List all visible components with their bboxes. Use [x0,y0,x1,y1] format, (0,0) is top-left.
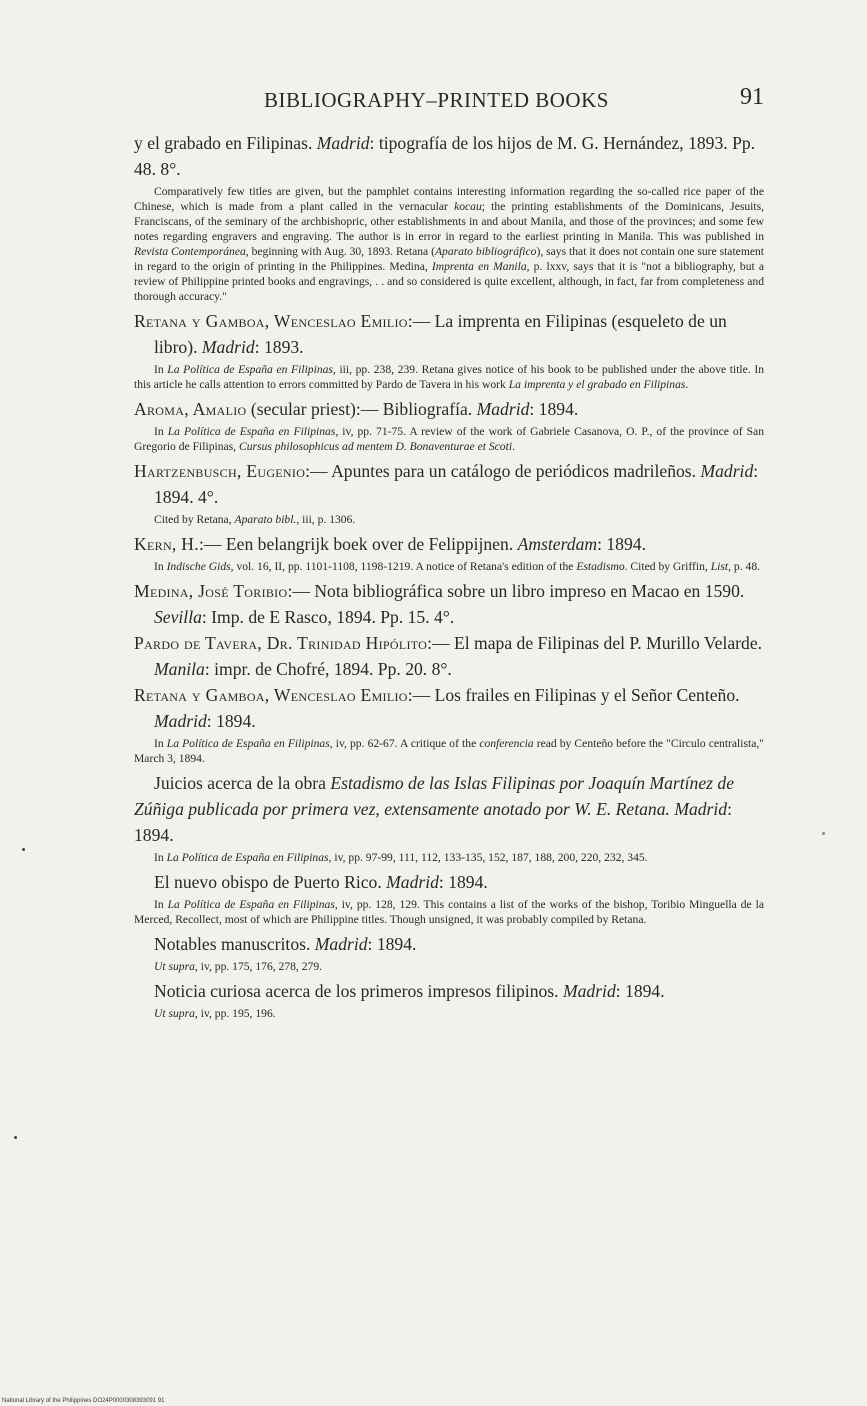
subentry-citation: Noticia curiosa acerca de los primeros impresos filipinos. Madrid: 1894. [154,981,665,1001]
entry-note: In Indische Gids, vol. 16, II, pp. 1101-1108, 1198-1219. A notice of Retana's edition of the Estadismo. Cited by Griffin, List, p. 48. [154,560,761,573]
entry-note: Comparatively few titles are given, but the pamphlet contains interesting information regarding the so-called rice paper of the Chinese, which is made from a plant called in the vernacular kocau; the printing establishments of the Dominicans, Jesuits, Franciscans, of the seminary of the archbishopric, other establishments in and about Manila, and those of the provinces; and some few notes regarding engravers and engraving. The author is in error in regard to the earliest printing in Manila. This was published in Revista Contemporánea, beginning with Aug. 30, 1893. Retana (Aparato bibliográfico), says that it does not contain one sure statement in regard to the origin of printing in the Philippines. Medina, Imprenta en Manila, p. lxxv, says that it is "not a bibliography, but a review of Philippine printed books and engravings, . . and so considered is quite excellent, although, in fact, far from completeness and thorough accuracy." [134,185,764,303]
entry-note: In La Política de España en Filipinas, iv, pp. 128, 129. This contains a list of the works of the bishop, Toribio Minguella de la Merced, Recollect, most of which are Philippine titles. Though unsigned, it was probably compiled by Retana. [134,898,764,926]
scan-speck [14,1136,17,1139]
place-of-publication: Madrid [314,934,368,954]
entry-citation: y el grabado en Filipinas. Madrid: tipografía de los hijos de M. G. Hernández, 1893. Pp. 48. 8°. [134,133,756,179]
place-of-publication: Madrid [700,461,754,481]
subentry-citation: El nuevo obispo de Puerto Rico. Madrid: 1894. [154,872,488,892]
page-number: 91 [740,84,764,110]
subentry-citation: Juicios acerca de la obra Estadismo de las Islas Filipinas por Joaquín Martínez de Zúñiga publicada por primera vez, extensamente anotado por W. E. Retana. Madrid: 1894. [134,773,735,845]
entry-note: In La Política de España en Filipinas, iv, pp. 62-67. A critique of the conferencia read by Centeño before the "Circulo centralista," March 3, 1894. [134,737,764,765]
entry-citation: Retana y Gamboa, Wenceslao Emilio:— Los frailes en Filipinas y el Señor Centeño. Madrid: 1894. [134,685,740,731]
place-of-publication: Madrid [201,337,255,357]
bibliography-entry [134,396,764,454]
bibliography-subentry [134,931,764,974]
subentry-citation: Notables manuscritos. Madrid: 1894. [154,934,417,954]
scan-speck [822,832,825,835]
place-of-publication: Madrid [562,981,616,1001]
place-of-publication: Madrid [386,872,439,892]
place-of-publication: Manila [154,659,205,679]
entry-note: In La Política de España en Filipinas, iii, pp. 238, 239. Retana gives notice of his book to be published under the above title. In this article he calls attention to errors committed by Pardo de Tavera in his work La imprenta y el grabado en Filipinas. [134,363,764,391]
entry-citation: Hartzenbusch, Eugenio:— Apuntes para un catálogo de periódicos madrileños. Madrid: 1894. 4°. [134,461,759,507]
bibliography-entry [134,630,764,682]
running-title: BIBLIOGRAPHY–PRINTED BOOKS [264,88,609,112]
place-of-publication: Amsterdam [517,534,598,554]
entry-note: In La Política de España en Filipinas, iv, pp. 71-75. A review of the work of Gabriele Casanova, O. P., of the province of San Gregorio de Filipinas, Cursus philosophicus ad mentem D. Bonaventurae et Scoti. [134,425,764,453]
entry-author: Retana y Gamboa, Wenceslao Emilio [134,685,408,705]
place-of-publication: Madrid [316,133,370,153]
scan-speck [22,848,25,851]
entry-citation: Pardo de Tavera, Dr. Trinidad Hipólito:— El mapa de Filipinas del P. Murillo Velarde. Manila: impr. de Chofré, 1894. Pp. 20. 8°. [134,633,763,679]
bibliography-subentry [134,770,764,865]
entry-author: Medina, José Toribio [134,581,288,601]
bibliography-entry [134,458,764,527]
entry-author: Kern, H. [134,534,200,554]
bibliography-subentry [134,869,764,927]
bibliography-entry [134,531,764,574]
entry-note: Cited by Retana, Aparato bibl., iii, p. 1306. [154,513,356,526]
bibliography-content [134,130,764,1025]
entry-author: Aroma, Amalio [134,399,247,419]
scan-footer: National Library of the Philippines DO24P0000308393091 91 [2,1398,165,1404]
entry-note: Ut supra, iv, pp. 195, 196. [154,1007,276,1020]
entry-author: Hartzenbusch, Eugenio [134,461,306,481]
place-of-publication: Madrid [476,399,530,419]
place-of-publication: Madrid [154,711,207,731]
bibliography-entry [134,308,764,392]
entry-citation: Medina, José Toribio:— Nota bibliográfica sobre un libro impreso en Macao en 1590. Sevilla: Imp. de E Rasco, 1894. Pp. 15. 4°. [134,581,745,627]
entry-author: Pardo de Tavera, Dr. Trinidad Hipólito [134,633,428,653]
bibliography-subentry [134,978,764,1021]
bibliography-entry [134,578,764,630]
entry-note: Ut supra, iv, pp. 175, 176, 278, 279. [154,960,323,973]
bibliography-entry [134,130,764,304]
place-of-publication: Sevilla [154,607,202,627]
entry-author: Retana y Gamboa, Wenceslao Emilio [134,311,408,331]
running-head [134,84,764,118]
entry-citation: Retana y Gamboa, Wenceslao Emilio:— La imprenta en Filipinas (esqueleto de un libro). Madrid: 1893. [134,311,727,357]
entry-citation: Aroma, Amalio (secular priest):— Bibliografía. Madrid: 1894. [134,399,579,419]
entry-note: In La Política de España en Filipinas, iv, pp. 97-99, 111, 112, 133-135, 152, 187, 188, 200, 220, 232, 345. [154,851,648,864]
bibliography-entry [134,682,764,766]
entry-citation: Kern, H.:— Een belangrijk boek over de Felippijnen. Amsterdam: 1894. [134,534,646,554]
place-of-publication: Madrid [674,799,728,819]
